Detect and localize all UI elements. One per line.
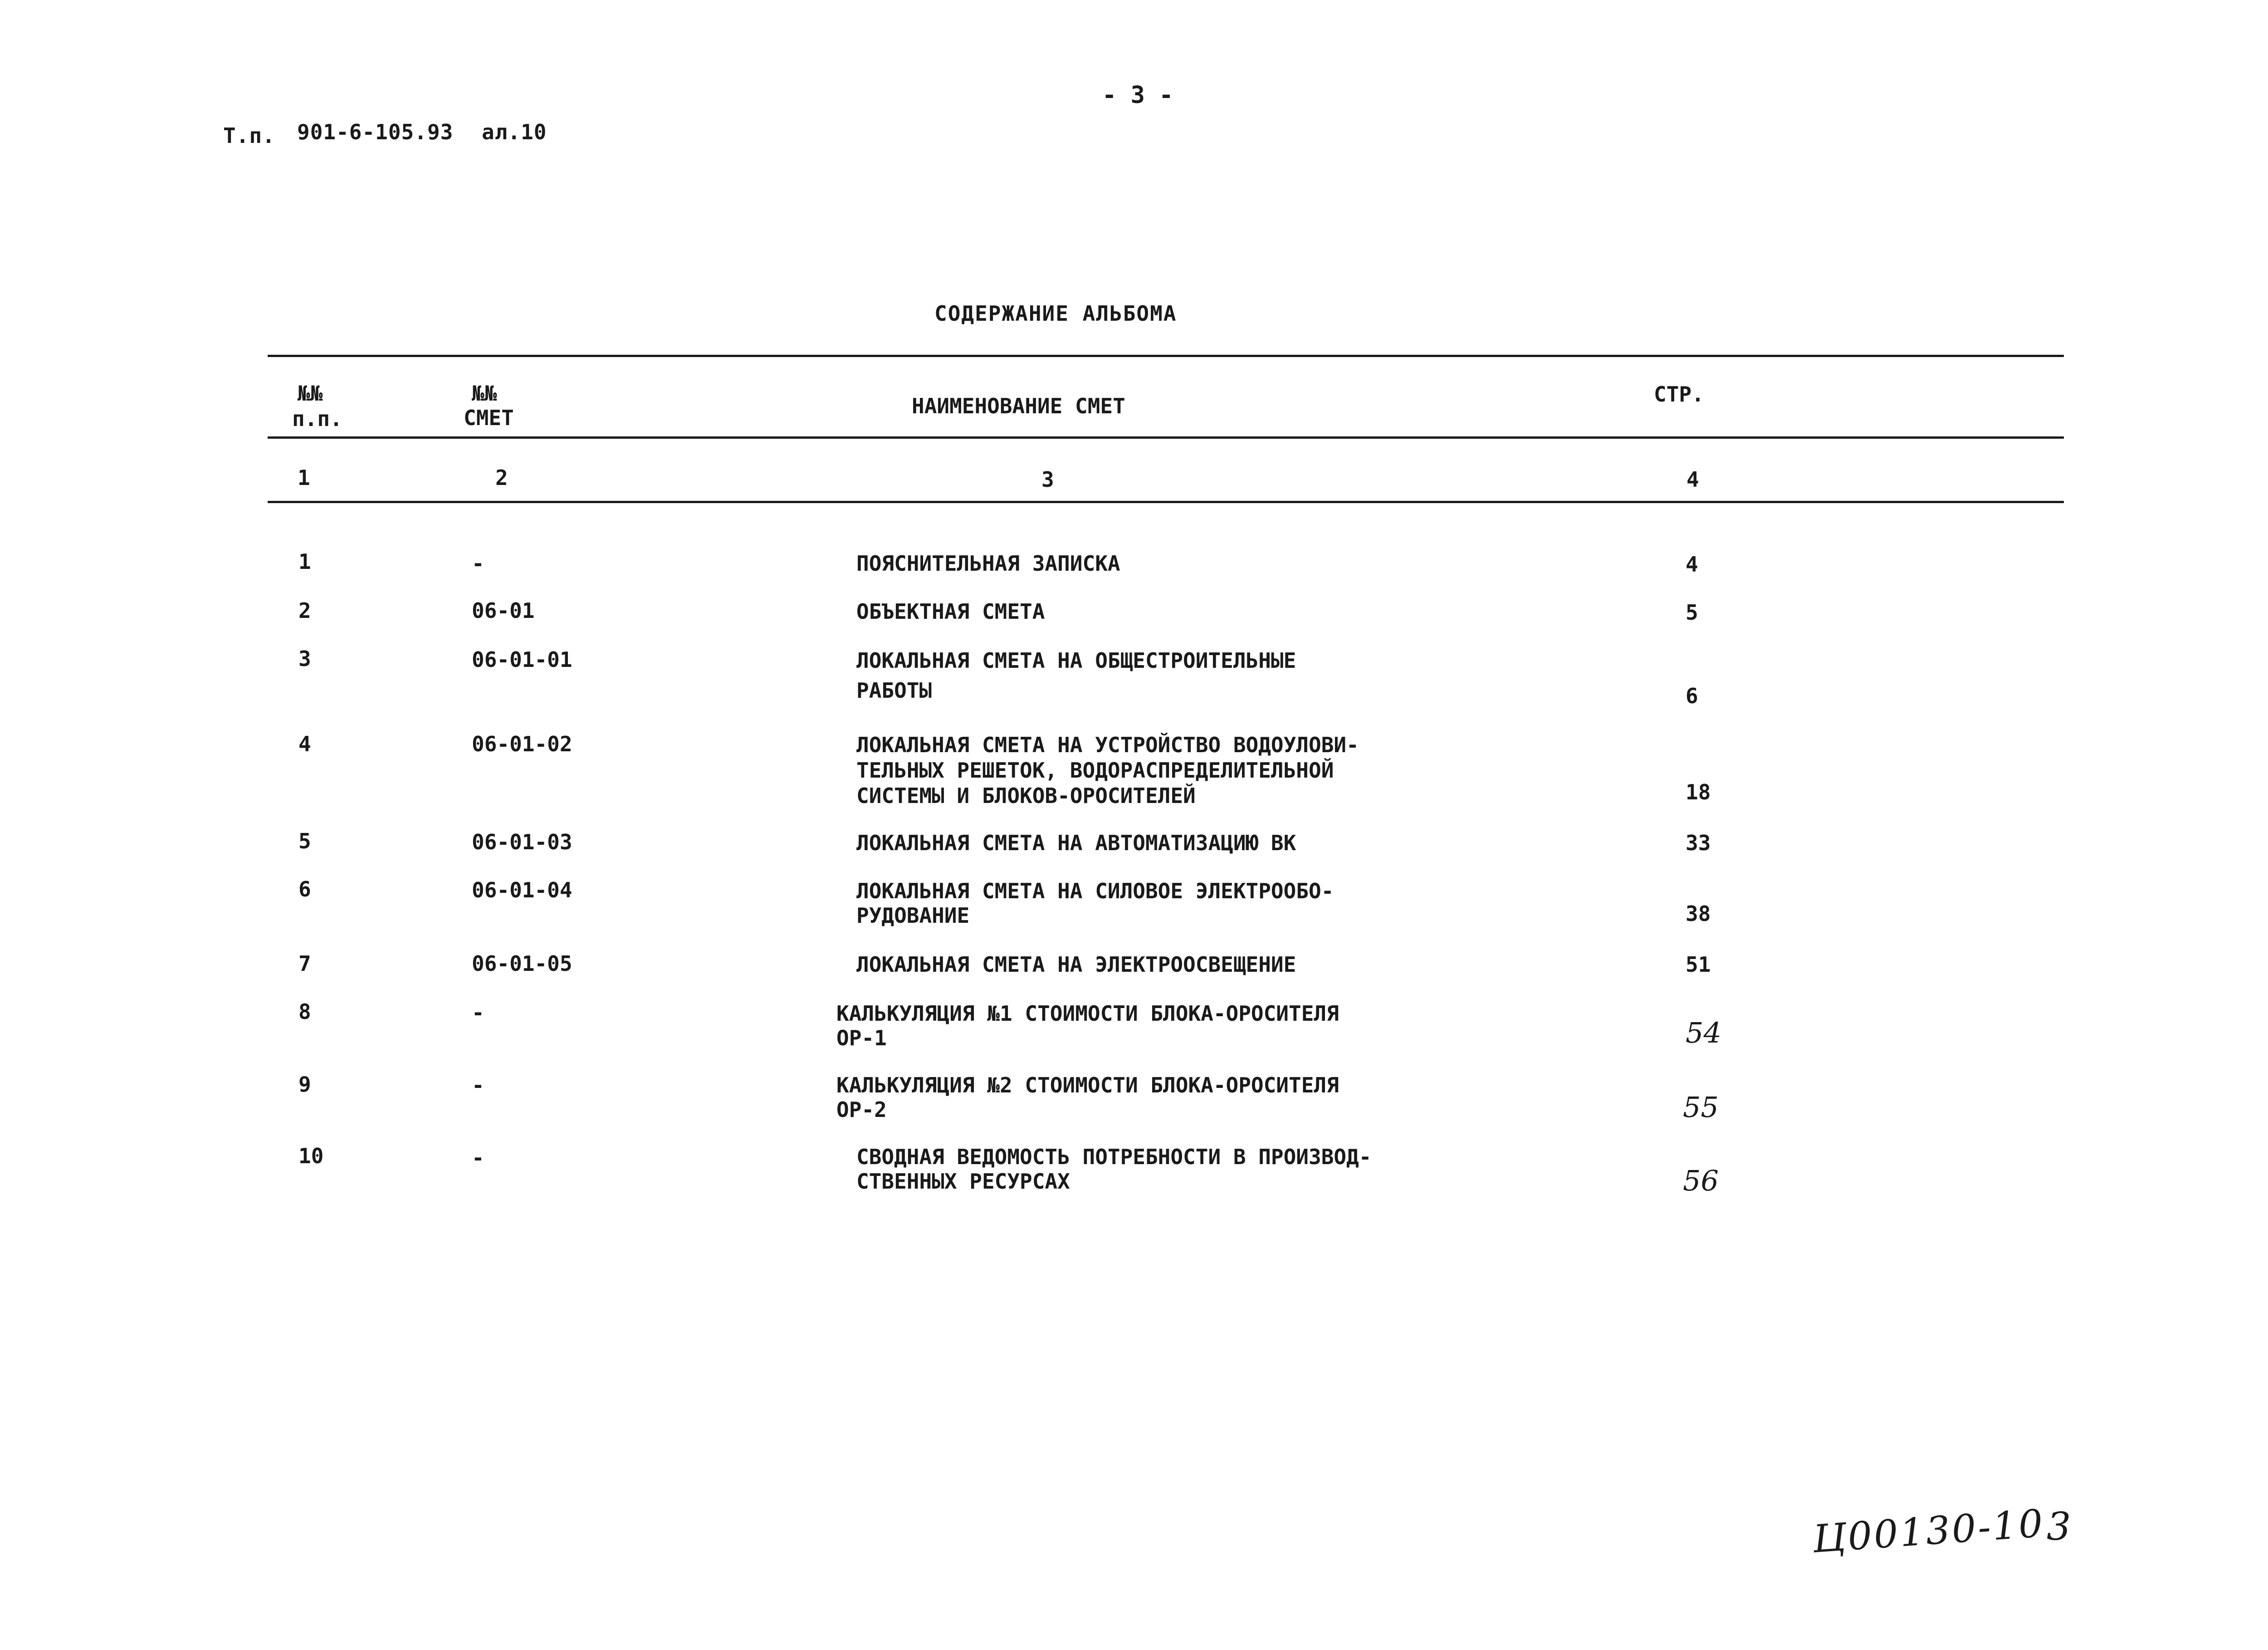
row-page: 5: [1686, 600, 1698, 625]
row-name-line: ОР-2: [836, 1097, 887, 1122]
row-code: 06-01-05: [472, 951, 572, 976]
row-page: 4: [1686, 552, 1698, 577]
album-number: ал.10: [482, 120, 547, 144]
row-page: 6: [1686, 684, 1698, 708]
table-header-rule: [268, 436, 2064, 439]
page-number: - 3 -: [1102, 82, 1173, 109]
doc-code: 901-6-105.93: [297, 120, 454, 144]
row-name-line: РУДОВАНИЕ: [856, 903, 970, 928]
header-name: НАИМЕНОВАНИЕ СМЕТ: [912, 394, 1125, 418]
row-page: 33: [1686, 831, 1711, 855]
row-code: 06-01-02: [472, 732, 572, 756]
row-name-line: СВОДНАЯ ВЕДОМОСТЬ ПОТРЕБНОСТИ В ПРОИЗВОД-: [856, 1145, 1372, 1169]
row-name: ОБЪЕКТНАЯ СМЕТА: [856, 599, 1045, 624]
row-number: 8: [298, 999, 311, 1024]
row-number: 1: [298, 549, 311, 574]
row-number: 7: [298, 951, 311, 976]
row-name-line: ЛОКАЛЬНАЯ СМЕТА НА СИЛОВОЕ ЭЛЕКТРООБО-: [856, 879, 1334, 903]
row-number: 6: [298, 877, 311, 901]
row-number: 2: [298, 598, 311, 623]
header-num-symbol: №№: [298, 381, 323, 406]
header-code-label: СМЕТ: [464, 406, 514, 430]
header-code-symbol: №№: [472, 381, 497, 406]
table-top-rule: [268, 355, 2064, 357]
column-number: 4: [1686, 467, 1699, 492]
row-name: ПОЯСНИТЕЛЬНАЯ ЗАПИСКА: [856, 551, 1120, 576]
row-number: 10: [298, 1144, 324, 1168]
row-name-line: КАЛЬКУЛЯЦИЯ №1 СТОИМОСТИ БЛОКА-ОРОСИТЕЛЯ: [836, 1001, 1339, 1026]
row-code: 06-01-04: [472, 878, 572, 902]
row-name-line: ТЕЛЬНЫХ РЕШЕТОК, ВОДОРАСПРЕДЕЛИТЕЛЬНОЙ: [856, 758, 1334, 783]
row-code: -: [472, 1073, 484, 1097]
row-page: 18: [1686, 780, 1711, 804]
column-number: 1: [298, 465, 310, 490]
row-name-line: КАЛЬКУЛЯЦИЯ №2 СТОИМОСТИ БЛОКА-ОРОСИТЕЛЯ: [836, 1073, 1339, 1097]
row-number: 3: [298, 646, 311, 671]
row-number: 5: [298, 829, 311, 853]
row-name-line: СИСТЕМЫ И БЛОКОВ-ОРОСИТЕЛЕЙ: [856, 783, 1196, 808]
column-number: 2: [495, 465, 508, 490]
row-number: 9: [298, 1072, 311, 1097]
archive-stamp: Ц00130-10: [1811, 1501, 2046, 1562]
row-code: 06-01-03: [472, 830, 572, 854]
row-name: ЛОКАЛЬНАЯ СМЕТА НА АВТОМАТИЗАЦИЮ ВК: [856, 831, 1296, 855]
row-page: 38: [1686, 901, 1711, 926]
row-name-line: РАБОТЫ: [856, 678, 932, 703]
row-name-line: ЛОКАЛЬНАЯ СМЕТА НА ОБЩЕСТРОИТЕЛЬНЫЕ: [856, 648, 1296, 673]
header-page: СТР.: [1654, 382, 1704, 406]
row-code: -: [472, 1146, 484, 1170]
row-page-handwritten: 56: [1683, 1164, 1719, 1197]
header-num-label: п.п.: [292, 406, 342, 431]
row-name-line: ЛОКАЛЬНАЯ СМЕТА НА УСТРОЙСТВО ВОДОУЛОВИ-: [856, 733, 1359, 757]
row-code: -: [472, 1000, 484, 1025]
row-number: 4: [298, 732, 311, 756]
column-number: 3: [1041, 467, 1054, 492]
row-page: 51: [1686, 952, 1711, 977]
row-code: -: [472, 551, 484, 576]
row-name: ЛОКАЛЬНАЯ СМЕТА НА ЭЛЕКТРООСВЕЩЕНИЕ: [856, 952, 1296, 977]
row-code: 06-01: [472, 598, 535, 623]
page-title: СОДЕРЖАНИЕ АЛЬБОМА: [934, 301, 1177, 326]
row-page-handwritten: 55: [1683, 1091, 1719, 1124]
row-name-line: ОР-1: [836, 1026, 887, 1050]
doc-prefix: Т.п.: [223, 123, 275, 148]
row-name-line: СТВЕННЫХ РЕСУРСАХ: [856, 1169, 1070, 1194]
sheet-number: 3: [2047, 1504, 2073, 1549]
table-colnum-rule: [268, 501, 2064, 503]
row-code: 06-01-01: [472, 647, 572, 672]
row-page-handwritten: 54: [1686, 1016, 1721, 1049]
